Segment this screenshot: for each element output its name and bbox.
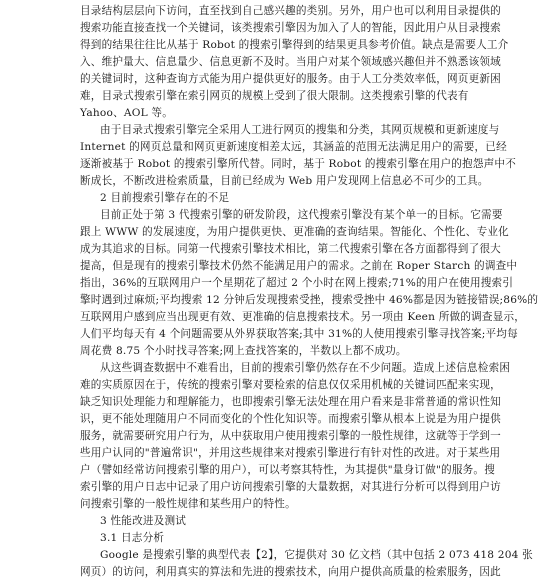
body-text-line: 网页）的访问，利用真实的算法和先进的搜索技术，向用户提供高质量的检索服务，因此 (80, 566, 501, 578)
body-text-line: 些用户认同的"普遍常识"，并用这些规律来对搜索引擎进行有针对性的改进。对于某些用 (80, 447, 501, 459)
body-text-line: 跟上 WWW 的发展速度，为用户提供更快、更准确的查询结果。智能化、个性化、专业化 (80, 226, 509, 238)
section-heading: 2 目前搜索引擎存在的不足 (100, 192, 230, 204)
body-text-line: 服务，就需要研究用户行为，从中获取用户使用搜索引擎的一般性规律，这就等于学到一 (80, 430, 501, 442)
body-text-line: 指出，36%的互联网用户一个星期花了超过 2 个小时在网上搜索;71%的用户在使用搜索引 (80, 277, 514, 289)
paragraph-first-line: 从这些调查数据中不难看出，目前的搜索引擎仍然存在不少问题。造成上述信息检索困 (100, 362, 511, 374)
body-text-line: 索引擎的用户日志中记录了用户访问搜索引擎的大量数据，对其进行分析可以得到用户访 (80, 481, 501, 493)
body-text-line: 难，目录式搜索引擎在索引网页的规模上受到了很大限制。这类搜索引擎的代表有 (80, 90, 469, 102)
body-text-line: 逐渐被基于 Robot 的搜索引擎所代替。同时，基于 Robot 的搜索引擎在用户的抱怨声中不 (80, 158, 517, 170)
body-text-line: 难的实质原因在于，传统的搜索引擎对要检索的信息仅仅采用机械的关键词匹配来实现， (80, 379, 501, 391)
section-heading: 3 性能改进及测试 (100, 515, 187, 527)
body-text-line: 识，更不能处理随用户不同而变化的个性化知识等。而搜索引擎从根本上说是为用户提供 (80, 413, 501, 425)
body-text-line: 搜索功能直接查找一个关键词，该类搜索引擎因为加入了人的智能，因此用户从目录搜索 (80, 22, 501, 34)
subsection-heading: 3.1 日志分析 (100, 532, 165, 544)
paragraph-first-line: 目前正处于第 3 代搜索引擎的研发阶段，这代搜索引擎没有某个单一的目标。它需要 (100, 209, 503, 221)
body-text-line: 入、维护量大、信息量少、信息更新不及时。当用户对某个领域感兴趣但并不熟悉该领域 (80, 56, 501, 68)
body-text-line: 目录结构层层向下访问，直至找到自己感兴趣的类别。另外，用户也可以利用目录提供的 (80, 5, 501, 17)
body-text-line: 的关键词时，这种查询方式能为用户提供更好的服务。由于人工分类效率低，网页更新困 (80, 73, 501, 85)
body-text-line: 断成长，不断改进检索质量，目前已经成为 Web 用户发现网上信息必不可少的工具。 (80, 175, 489, 187)
body-text-line: 互联网用户感到应当出现更有效、更准确的信息搜索技术。另一项由 Keen 所做的调查显示， (80, 311, 526, 323)
body-text-line: 人们平均每天有 4 个问题需要从外界获取答案;其中 31%的人使用搜索引擎寻找答案;平均每 (80, 328, 518, 340)
paragraph-first-line: Google 是搜索引擎的典型代表【2】，它提供对 30 亿文档（其中包括 2 073 418 204 张 (100, 549, 533, 561)
body-text-line: Yahoo、AOL 等。 (80, 107, 173, 119)
body-text-line: 擎时遇到过麻烦;平均搜索 12 分钟后发现搜索受挫，搜索受挫中 46%都是因为链接错误;86%的 (80, 294, 538, 306)
paragraph-first-line: 由于目录式搜索引擎完全采用人工进行网页的搜集和分类，其网页规模和更新速度与 (100, 124, 500, 136)
body-text-line: 周花费 8.75 个小时找寻答案;网上查找答案的，半数以上都不成功。 (80, 345, 407, 357)
body-text-line: Internet 的网页总量和网页更新速度相差太远，其涵盖的范围无法满足用户的需要，已经 (80, 141, 507, 153)
body-text-line: 得到的结果往往比从基于 Robot 的搜索引擎得到的结果更具参考价值。缺点是需要人工介 (80, 39, 509, 51)
body-text-line: 成为其追求的目标。同第一代搜索引擎技术相比，第二代搜索引擎在各方面都得到了很大 (80, 243, 501, 255)
body-text-line: 问搜索引擎的一般性规律和某些用户的特性。 (80, 498, 296, 510)
body-text-line: 户（譬如经常访问搜索引擎的用户），可以考察其特性，为其提供"量身订做"的服务。搜 (80, 464, 496, 476)
body-text-line: 缺乏知识处理能力和理解能力，也即搜索引擎无法处理在用户看来是非常普通的常识性知 (80, 396, 501, 408)
body-text-line: 提高，但是现有的搜索引擎技术仍然不能满足用户的需求。之前在 Roper Starch 的调查中 (80, 260, 518, 272)
